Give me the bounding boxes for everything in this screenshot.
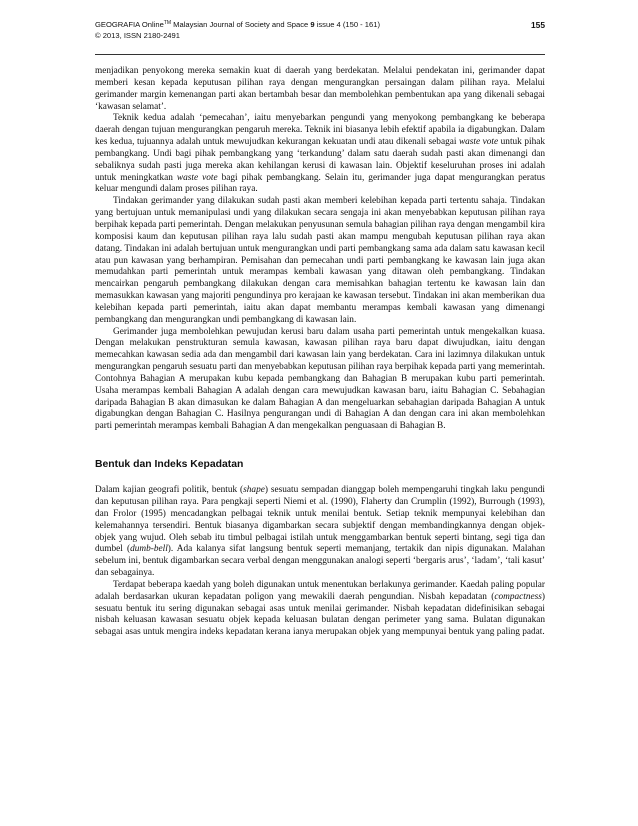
paragraph: Gerimander juga membolehkan pewujudan kerusi baru dalam usaha parti pemerintah untuk mengekalkan kuasa. Dengan melakukan penstrukturan semula kawasan, kawasan pilihan raya baru dapat diwujudkan, iaitu dengan memecahkan kawasan sedia ada dan mengambil dari kawasan lain yang berdekatan. Cara ini lazimnya dilakukan untuk mengurangkan pengaruh sesuatu parti dan menyebabkan keputusan pilihan raya berpihak kepada parti yang memerintah. Contohnya Bahagian A merupakan kubu kepada pembangkang dan Bahagian B merupakan kubu parti pemerintah. Usaha merampas kembali Bahagian A adalah dengan cara mewujudkan kawasan baru, iaitu Bahagian C. Sebahagian daripada Bahagian B akan dimasukan ke dalam Bahagian A dan mengeluarkan sebahagian daripada Bahagian A untuk digabungkan dengan Bahagian C. Hasilnya pengurangan undi di Bahagian A dan dengan cara ini akan membolehkan parti pemerintah merampas kembali Bahagian A dan mengekalkan penguasaan di Bahagian B. <box>95 326 545 432</box>
trademark-mark: TM <box>163 20 172 26</box>
journal-name: GEOGRAFIA Online <box>95 20 164 29</box>
italic-term: dumb-bell <box>130 544 168 555</box>
italic-term: waste vote <box>176 172 218 183</box>
italic-term: compactness <box>494 591 542 602</box>
journal-issue: issue 4 (150 - 161) <box>314 20 381 29</box>
paragraph-text: ) sesuatu sempadan dianggap boleh mempengaruhi tingkah laku pengundi dan keputusan pilihan raya. Para pengkaji seperti Niemi et al. (1990), Flaherty dan Crumplin (1992), Burrough (1993), dan Frolor (1995) mencadangkan pelbagai teknik untuk menilai bentuk. Setiap teknik mempunyai kelebihan dan kelemahannya tersendiri. Bentuk biasanya digambarkan secara subjektif dengan membandingkannya dengan objek-objek yang wujud. Oleh sebab itu timbul pelbagai istilah untuk menggambarkan bentuk seperti bintang, segi tiga dan dumbel ( <box>95 485 545 555</box>
paragraph-text: Teknik kedua adalah ‘pemecahan’, iaitu menyebarkan pengundi yang menyokong pembangkang ke beberapa daerah dengan tujuan mengurangkan pengaruh mereka. Teknik ini biasanya lebih efektif apabila ia digabungkan. Dalam kes kedua, tujuannya adalah untuk mewujudkan kekurangan kekuatan undi atau dikenali sebagai <box>95 113 545 148</box>
italic-term: shape <box>243 485 265 496</box>
paragraph: Tindakan gerimander yang dilakukan sudah pasti akan memberi kelebihan kepada parti tertentu sahaja. Tindakan yang bertujuan untuk memanipulasi undi yang dilakukan secara sengaja ini akan menyebabkan keputusan pilihan raya berpihak kepada parti pemerintah. Dengan melakukan penyusunan semula bahagian pilihan raya dengan mengambil kira komposisi kaum dan keputusan pilihan raya lalu sudah pasti akan mampu mengubah keputusan pilihan raya akan datang. Tindakan ini adalah bertujuan untuk mengurangkan undi parti pembangkang sama ada dalam satu kawasan kecil atau pun kawasan yang berhampiran. Pemisahan dan pemecahan undi parti pembangkang ke kawasan lain juga akan memudahkan parti pemerintah untuk merampas kembali kawasan yang ditawan oleh pembangkang. Tindakan mencairkan pengaruh pembangkang dilakukan dengan cara memisahkan bahagian tertentu ke kawasan lain dan memasukkan kawasan yang majoriti pengundinya pro kerajaan ke kawasan tersebut. Tindakan ini akan memberikan dua kelebihan kepada parti pemerintah, iaitu akan dapat membantu merampas kembali kawasan yang dimenangi pembangkang dan mengurangkan undi pembangkang di kawasan lain. <box>95 196 545 325</box>
paragraph-text: Dalam kajian geografi politik, bentuk ( <box>95 485 244 496</box>
section-heading: Bentuk dan Indeks Kepadatan <box>95 459 244 471</box>
paragraph: menjadikan penyokong mereka semakin kuat di daerah yang berdekatan. Melalui pendekatan ini, gerimander dapat memberi kesan kepada keputusan pilihan raya dengan mengurangkan persaingan dalam pilihan raya. Melalui gerimander margin kemenangan parti akan bertambah besar dan membolehkan pembentukan apa yang dikenali sebagai ‘kawasan selamat’. <box>95 66 545 112</box>
paragraph-text: Terdapat beberapa kaedah yang boleh digunakan untuk menentukan berlakunya gerimander. Kaedah paling popular adalah berdasarkan ukuran kepadatan poligon yang mewakili daerah pengundian. Nisbah kepadatan ( <box>95 579 545 602</box>
paragraph-text: bagi pihak pembangkang. Selain itu, gerimander juga dapat mengurangkan peratus keluar mengundi dalam proses pilihan raya. <box>95 172 545 195</box>
paragraph <box>95 113 545 196</box>
paragraph-text: ). Ada kalanya sifat langsung bentuk seperti memanjang, tertakik dan nipis digunakan. Malahan sebelum ini, bentuk digambarkan secara verbal dengan menggunakan analogi seperti ‘bergaris arus’, ‘ladam’, ‘tali kasut’ dan sebagainya. <box>95 544 545 579</box>
copyright-line: © 2013, ISSN 2180-2491 <box>95 30 180 40</box>
journal-volume: 9 <box>310 20 315 29</box>
journal-subtitle: Malaysian Journal of Society and Space <box>171 20 311 29</box>
header-divider <box>95 54 545 55</box>
journal-citation-line <box>95 20 545 31</box>
paragraph-text: ) sesuatu bentuk itu sering digunakan sebagai asas untuk menilai gerimander. Nisbah kepadatan didefinisikan sebagai nisbah keluasan kawasan sesuatu objek kepada keluasan bulatan dengan perimeter yang sama. Bulatan digunakan sebagai asas untuk mengira indeks kepadatan kerana ianya merupakan objek yang mempunyai bentuk yang paling padat. <box>95 591 545 638</box>
paragraph <box>95 485 545 580</box>
page-number: 155 <box>531 20 545 30</box>
running-header <box>95 20 545 41</box>
paragraph <box>95 580 545 639</box>
paragraph-text: untuk pihak pembangkang. Undi bagi pihak pembangkang yang ‘terkandung’ dalam satu daerah sudah pasti akan dimenangi dan sebaliknya sudah pasti juga mereka akan kehilangan kerusi di kawasan lain. Objektif keseluruhan proses ini adalah untuk meningkatkan <box>95 137 545 183</box>
article-body <box>95 66 545 639</box>
italic-term: waste vote <box>458 137 499 148</box>
